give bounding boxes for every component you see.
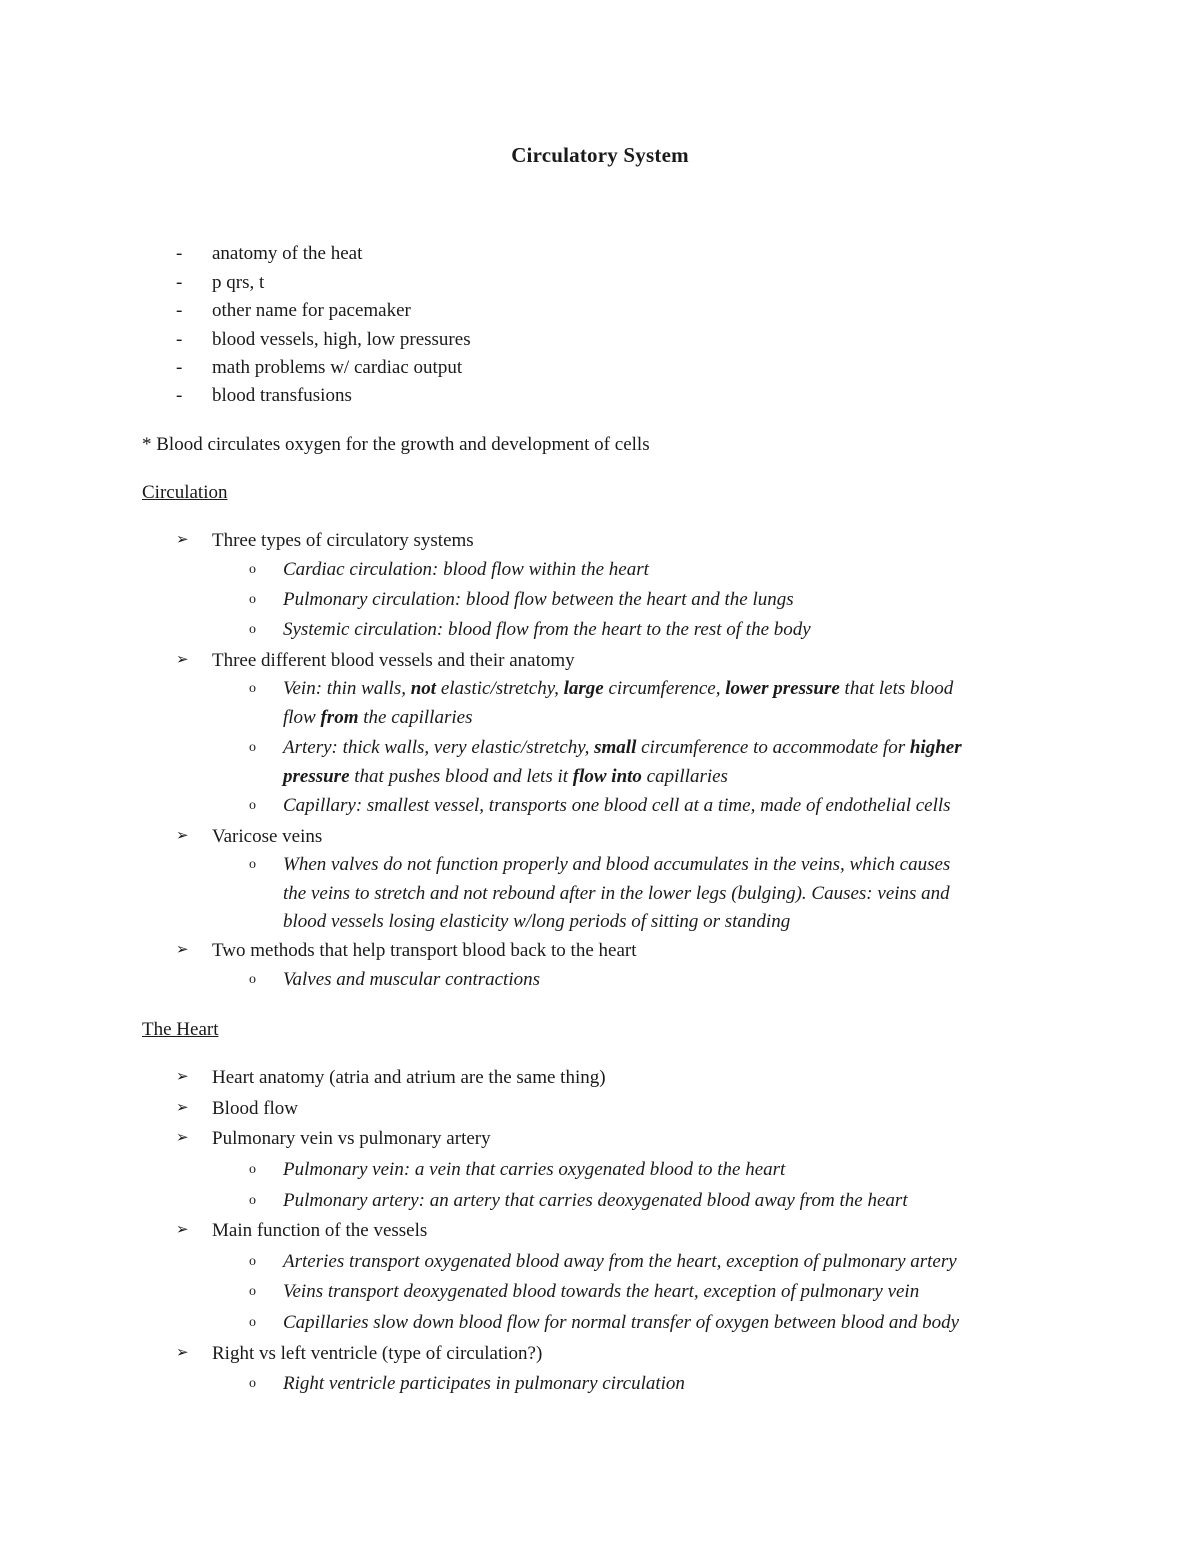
list-item: Two methods that help transport blood back to the heart [212,940,637,961]
list-item: Right vs left ventricle (type of circulation?) [212,1343,543,1364]
arrow-bullet-icon: ➢ [176,1130,189,1146]
sub-item: Valves and muscular contractions [283,969,541,990]
circle-bullet-icon: o [249,1193,256,1208]
arrow-bullet-icon: ➢ [176,1222,189,1238]
list-item: Blood flow [212,1098,299,1119]
circle-bullet-icon: o [249,1284,256,1299]
topic-dash: - [176,385,183,406]
sub-item: Veins transport deoxygenated blood towards the heart, exception of pulmonary vein [283,1281,920,1302]
topic-item: math problems w/ cardiac output [212,357,463,378]
sub-item: Arteries transport oxygenated blood away from the heart, exception of pulmonary artery [283,1251,957,1272]
note-text: * Blood circulates oxygen for the growth and development of cells [142,434,650,455]
sub-item: Pulmonary artery: an artery that carries deoxygenated blood away from the heart [283,1190,908,1211]
list-item: Three different blood vessels and their anatomy [212,650,575,671]
sub-item-vein-cont: flow from the capillaries [283,707,473,728]
sub-item: Systemic circulation: blood flow from the heart to the rest of the body [283,619,811,640]
sub-item: Pulmonary vein: a vein that carries oxygenated blood to the heart [283,1159,786,1180]
circle-bullet-icon: o [249,622,256,637]
list-item: Main function of the vessels [212,1220,428,1241]
sub-item: When valves do not function properly and blood accumulates in the veins, which causes [283,854,951,875]
circle-bullet-icon: o [249,681,256,696]
topic-item: p qrs, t [212,272,265,293]
sub-item-artery-cont: pressure that pushes blood and lets it flow into capillaries [283,766,728,787]
circle-bullet-icon: o [249,1376,256,1391]
topic-item: anatomy of the heat [212,243,363,264]
sub-item: Pulmonary circulation: blood flow between the heart and the lungs [283,589,794,610]
topic-dash: - [176,300,183,321]
circle-bullet-icon: o [249,740,256,755]
sub-item-cont: blood vessels losing elasticity w/long periods of sitting or standing [283,911,791,932]
arrow-bullet-icon: ➢ [176,1345,189,1361]
list-item: Pulmonary vein vs pulmonary artery [212,1128,491,1149]
topic-dash: - [176,243,183,264]
list-item: Heart anatomy (atria and atrium are the same thing) [212,1067,606,1088]
sub-item-cont: the veins to stretch and not rebound after in the lower legs (bulging). Causes: veins and [283,883,950,904]
list-item: Varicose veins [212,826,323,847]
sub-item-artery: Artery: thick walls, very elastic/stretchy, small circumference to accommodate for higher [283,737,962,758]
arrow-bullet-icon: ➢ [176,828,189,844]
circle-bullet-icon: o [249,592,256,607]
arrow-bullet-icon: ➢ [176,1069,189,1085]
arrow-bullet-icon: ➢ [176,1100,189,1116]
circle-bullet-icon: o [249,1162,256,1177]
circle-bullet-icon: o [249,972,256,987]
topic-item: blood transfusions [212,385,352,406]
arrow-bullet-icon: ➢ [176,942,189,958]
topic-item: other name for pacemaker [212,300,411,321]
arrow-bullet-icon: ➢ [176,532,189,548]
sub-item: Cardiac circulation: blood flow within the heart [283,559,649,580]
sub-item: Capillaries slow down blood flow for normal transfer of oxygen between blood and body [283,1312,960,1333]
sub-item: Right ventricle participates in pulmonary circulation [283,1373,685,1394]
topic-dash: - [176,357,183,378]
sub-item: Capillary: smallest vessel, transports one blood cell at a time, made of endothelial cells [283,795,951,816]
topic-dash: - [176,272,183,293]
arrow-bullet-icon: ➢ [176,652,189,668]
topic-item: blood vessels, high, low pressures [212,329,471,350]
list-item: Three types of circulatory systems [212,530,474,551]
circle-bullet-icon: o [249,1315,256,1330]
sub-item-vein: Vein: thin walls, not elastic/stretchy, large circumference, lower pressure that lets blood [283,678,954,699]
topic-dash: - [176,329,183,350]
page-title: Circulatory System [511,143,689,167]
section-heading-heart: The Heart [142,1019,219,1040]
circle-bullet-icon: o [249,857,256,872]
circle-bullet-icon: o [249,1254,256,1269]
section-heading-circulation: Circulation [142,482,228,503]
circle-bullet-icon: o [249,798,256,813]
circle-bullet-icon: o [249,562,256,577]
